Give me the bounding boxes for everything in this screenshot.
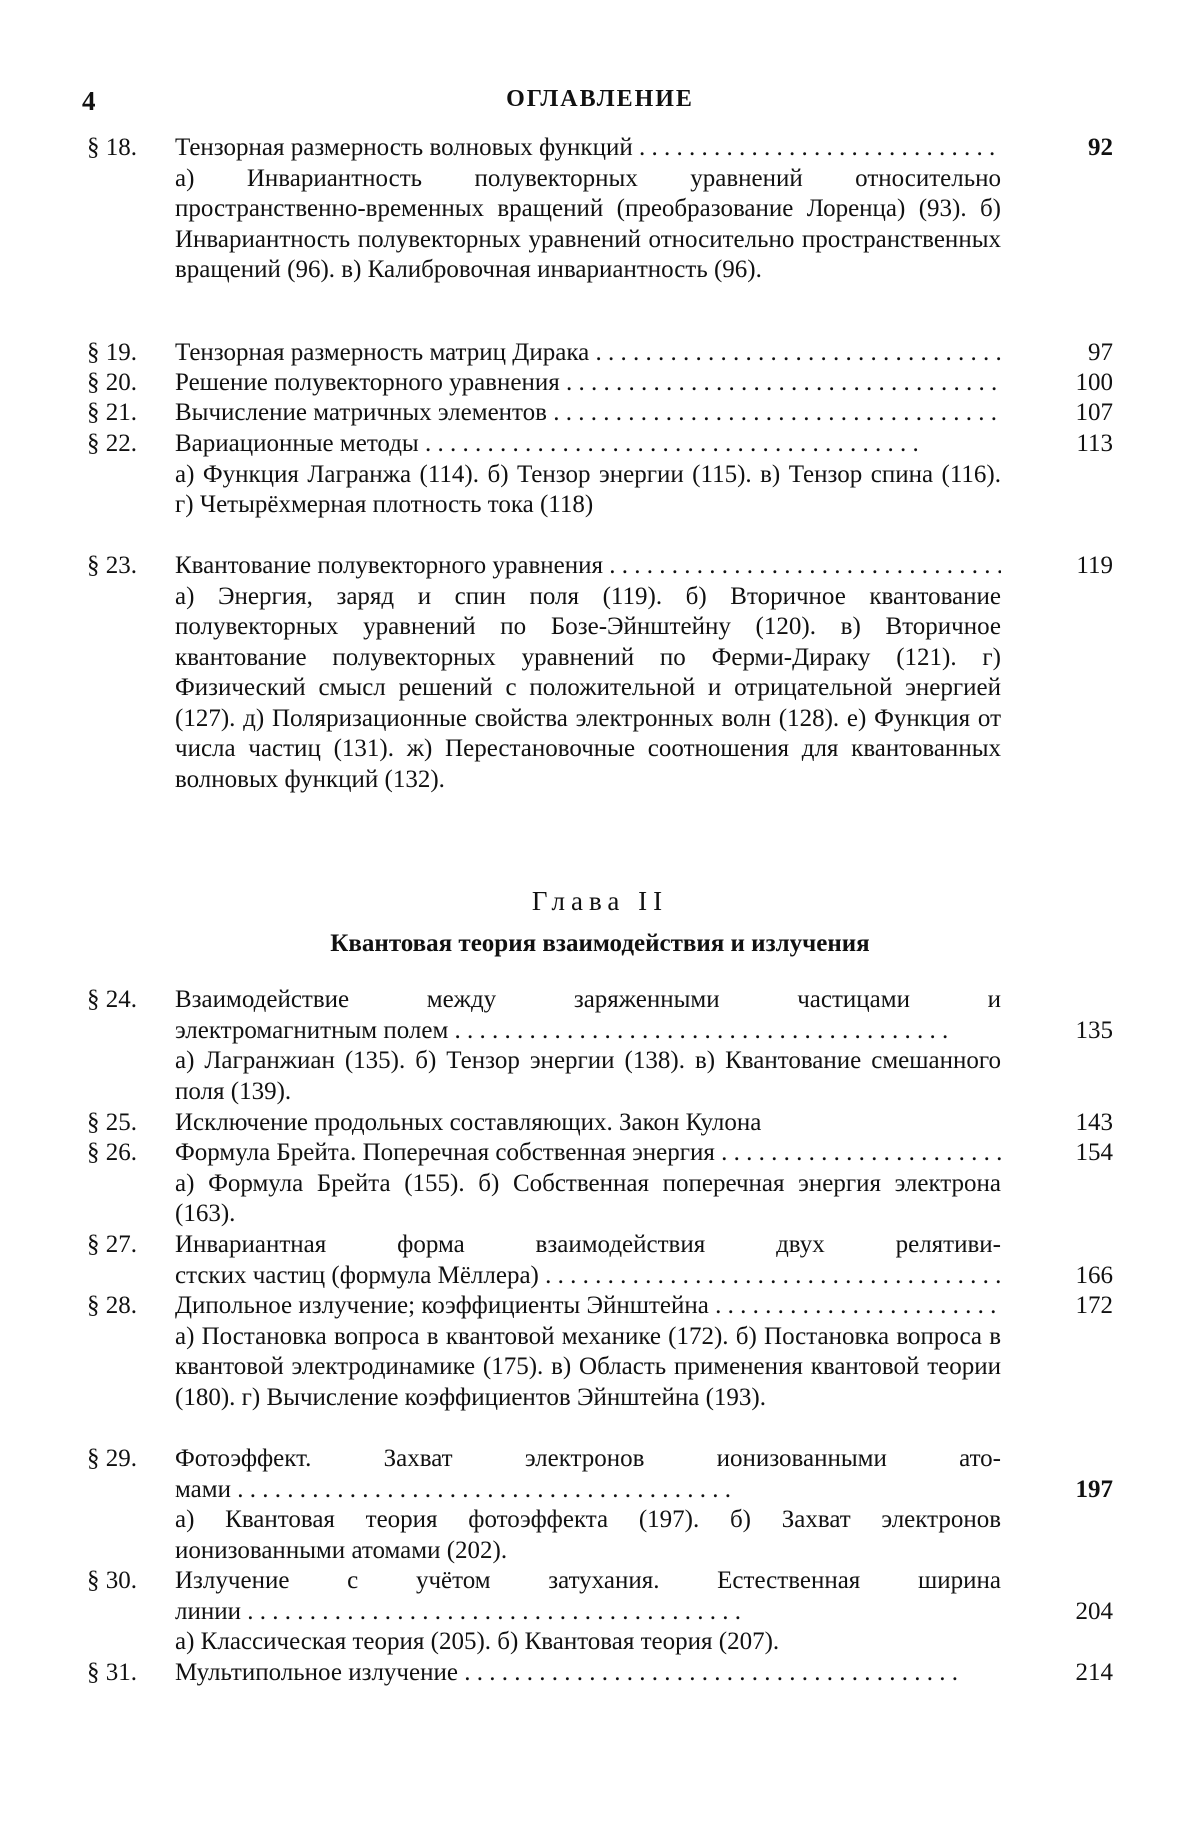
- section-title: Решение полувекторного уравнения . . .: [175, 368, 1001, 399]
- section-title: Вычисление матричных элементов . . .: [175, 398, 1001, 429]
- section-number: § 21.: [87, 399, 137, 426]
- section-page: 204: [1075, 1597, 1113, 1625]
- section-page: 166: [1075, 1261, 1113, 1289]
- section-subtopics: а) Инвариантность полувекторных уравнений относительно пространственно-временных вращений (преобразование Лоренца) (93). б) Инвариантность полувекторных уравнений относительно пространственных вращений (96). в) Калибровочная инвариантность (96).: [175, 164, 1001, 283]
- section-title-line1: Инвариантная форма взаимодействия двух релятиви-: [175, 1231, 1001, 1258]
- section-number: § 27.: [87, 1231, 137, 1258]
- section-page: 119: [1076, 552, 1113, 579]
- chapter-title: Квантовая теория взаимодействия и излучения: [330, 930, 870, 957]
- section-subtopics: а) Энергия, заряд и спин поля (119). б) Вторичное квантование полувекторных уравнений по Бозе-Эйнштейну (120). в) Вторичное квантование полувекторных уравнений по Ферми-Дираку (121). г) Физический смысл решений с положительной и отрицательной энергией (127). д) Поляризационные свойства электронных волн (128). е) Функция от числа частиц (131). ж) Перестановочные соотношения для квантованных волновых функций (132).: [175, 582, 1001, 793]
- section-page: 97: [1088, 339, 1113, 366]
- section-title: Формула Брейта. Поперечная собственная энергия . . .: [175, 1138, 1001, 1169]
- section-title: Дипольное излучение; коэффициенты Эйнштейна . . .: [175, 1291, 1001, 1322]
- chapter-label: Глава II: [531, 886, 669, 916]
- section-title: Тензорная размерность волновых функций . . .: [175, 133, 1001, 164]
- section-subtopics: а) Формула Брейта (155). б) Собственная поперечная энергия электрона (163).: [175, 1169, 1001, 1227]
- section-title-line2: мами . . .: [175, 1475, 1001, 1506]
- section-number: § 18.: [87, 134, 137, 161]
- section-title: Мультипольное излучение . . .: [175, 1658, 1001, 1689]
- section-page: 100: [1075, 369, 1113, 396]
- section-page: 154: [1075, 1139, 1113, 1166]
- section-subtopics: а) Постановка вопроса в квантовой механике (172). б) Постановка вопроса в квантовой электродинамике (175). в) Область применения квантовой теории (180). г) Вычисление коэффициентов Эйнштейна (193).: [175, 1322, 1001, 1411]
- section-number: § 31.: [87, 1659, 137, 1686]
- section-title: Вариационные методы . . .: [175, 429, 1001, 460]
- section-title: Квантование полувекторного уравнения . . .: [175, 551, 1001, 582]
- section-number: § 26.: [87, 1139, 137, 1166]
- section-number: § 23.: [87, 552, 137, 579]
- section-title-line2: электромагнитным полем . . .: [175, 1016, 1001, 1047]
- section-title-line1: Фотоэффект. Захват электронов ионизованными ато-: [175, 1445, 1001, 1472]
- section-number: § 29.: [87, 1445, 137, 1472]
- section-subtopics: а) Функция Лагранжа (114). б) Тензор энергии (115). в) Тензор спина (116). г) Четырёхмерная плотность тока (118): [175, 460, 1001, 518]
- section-title-line1: Взаимодействие между заряженными частицами и: [175, 986, 1001, 1013]
- section-page: 143: [1075, 1109, 1113, 1136]
- section-title-line1: Излучение с учётом затухания. Естественная ширина: [175, 1567, 1001, 1594]
- section-page: 92: [1088, 134, 1113, 161]
- section-number: § 25.: [87, 1109, 137, 1136]
- section-subtopics: а) Классическая теория (205). б) Квантовая теория (207).: [175, 1628, 780, 1655]
- section-number: § 30.: [87, 1567, 137, 1594]
- section-title: Исключение продольных составляющих. Закон Кулона: [175, 1109, 762, 1136]
- section-number: § 19.: [87, 339, 137, 366]
- section-page: 113: [1076, 430, 1113, 457]
- section-page: 135: [1075, 1016, 1113, 1044]
- section-page: 214: [1075, 1659, 1113, 1686]
- section-number: § 22.: [87, 430, 137, 457]
- page-number: 4: [82, 86, 96, 116]
- section-subtopics: а) Квантовая теория фотоэффекта (197). б) Захват электронов ионизованными атомами (202).: [175, 1506, 1001, 1564]
- section-subtopics: а) Лагранжиан (135). б) Тензор энергии (138). в) Квантование смешанного поля (139).: [175, 1047, 1001, 1105]
- section-title: Тензорная размерность матриц Дирака . . .: [175, 338, 1001, 369]
- section-title-line2: стских частиц (формула Мёллера) . . .: [175, 1261, 1001, 1292]
- section-page: 197: [1075, 1475, 1113, 1503]
- section-page: 172: [1075, 1292, 1113, 1319]
- section-number: § 20.: [87, 369, 137, 396]
- section-page: 107: [1075, 399, 1113, 426]
- section-number: § 24.: [87, 986, 137, 1013]
- section-number: § 28.: [87, 1292, 137, 1319]
- section-title-line2: линии . . .: [175, 1597, 1001, 1628]
- running-header: ОГЛАВЛЕНИЕ: [506, 86, 694, 112]
